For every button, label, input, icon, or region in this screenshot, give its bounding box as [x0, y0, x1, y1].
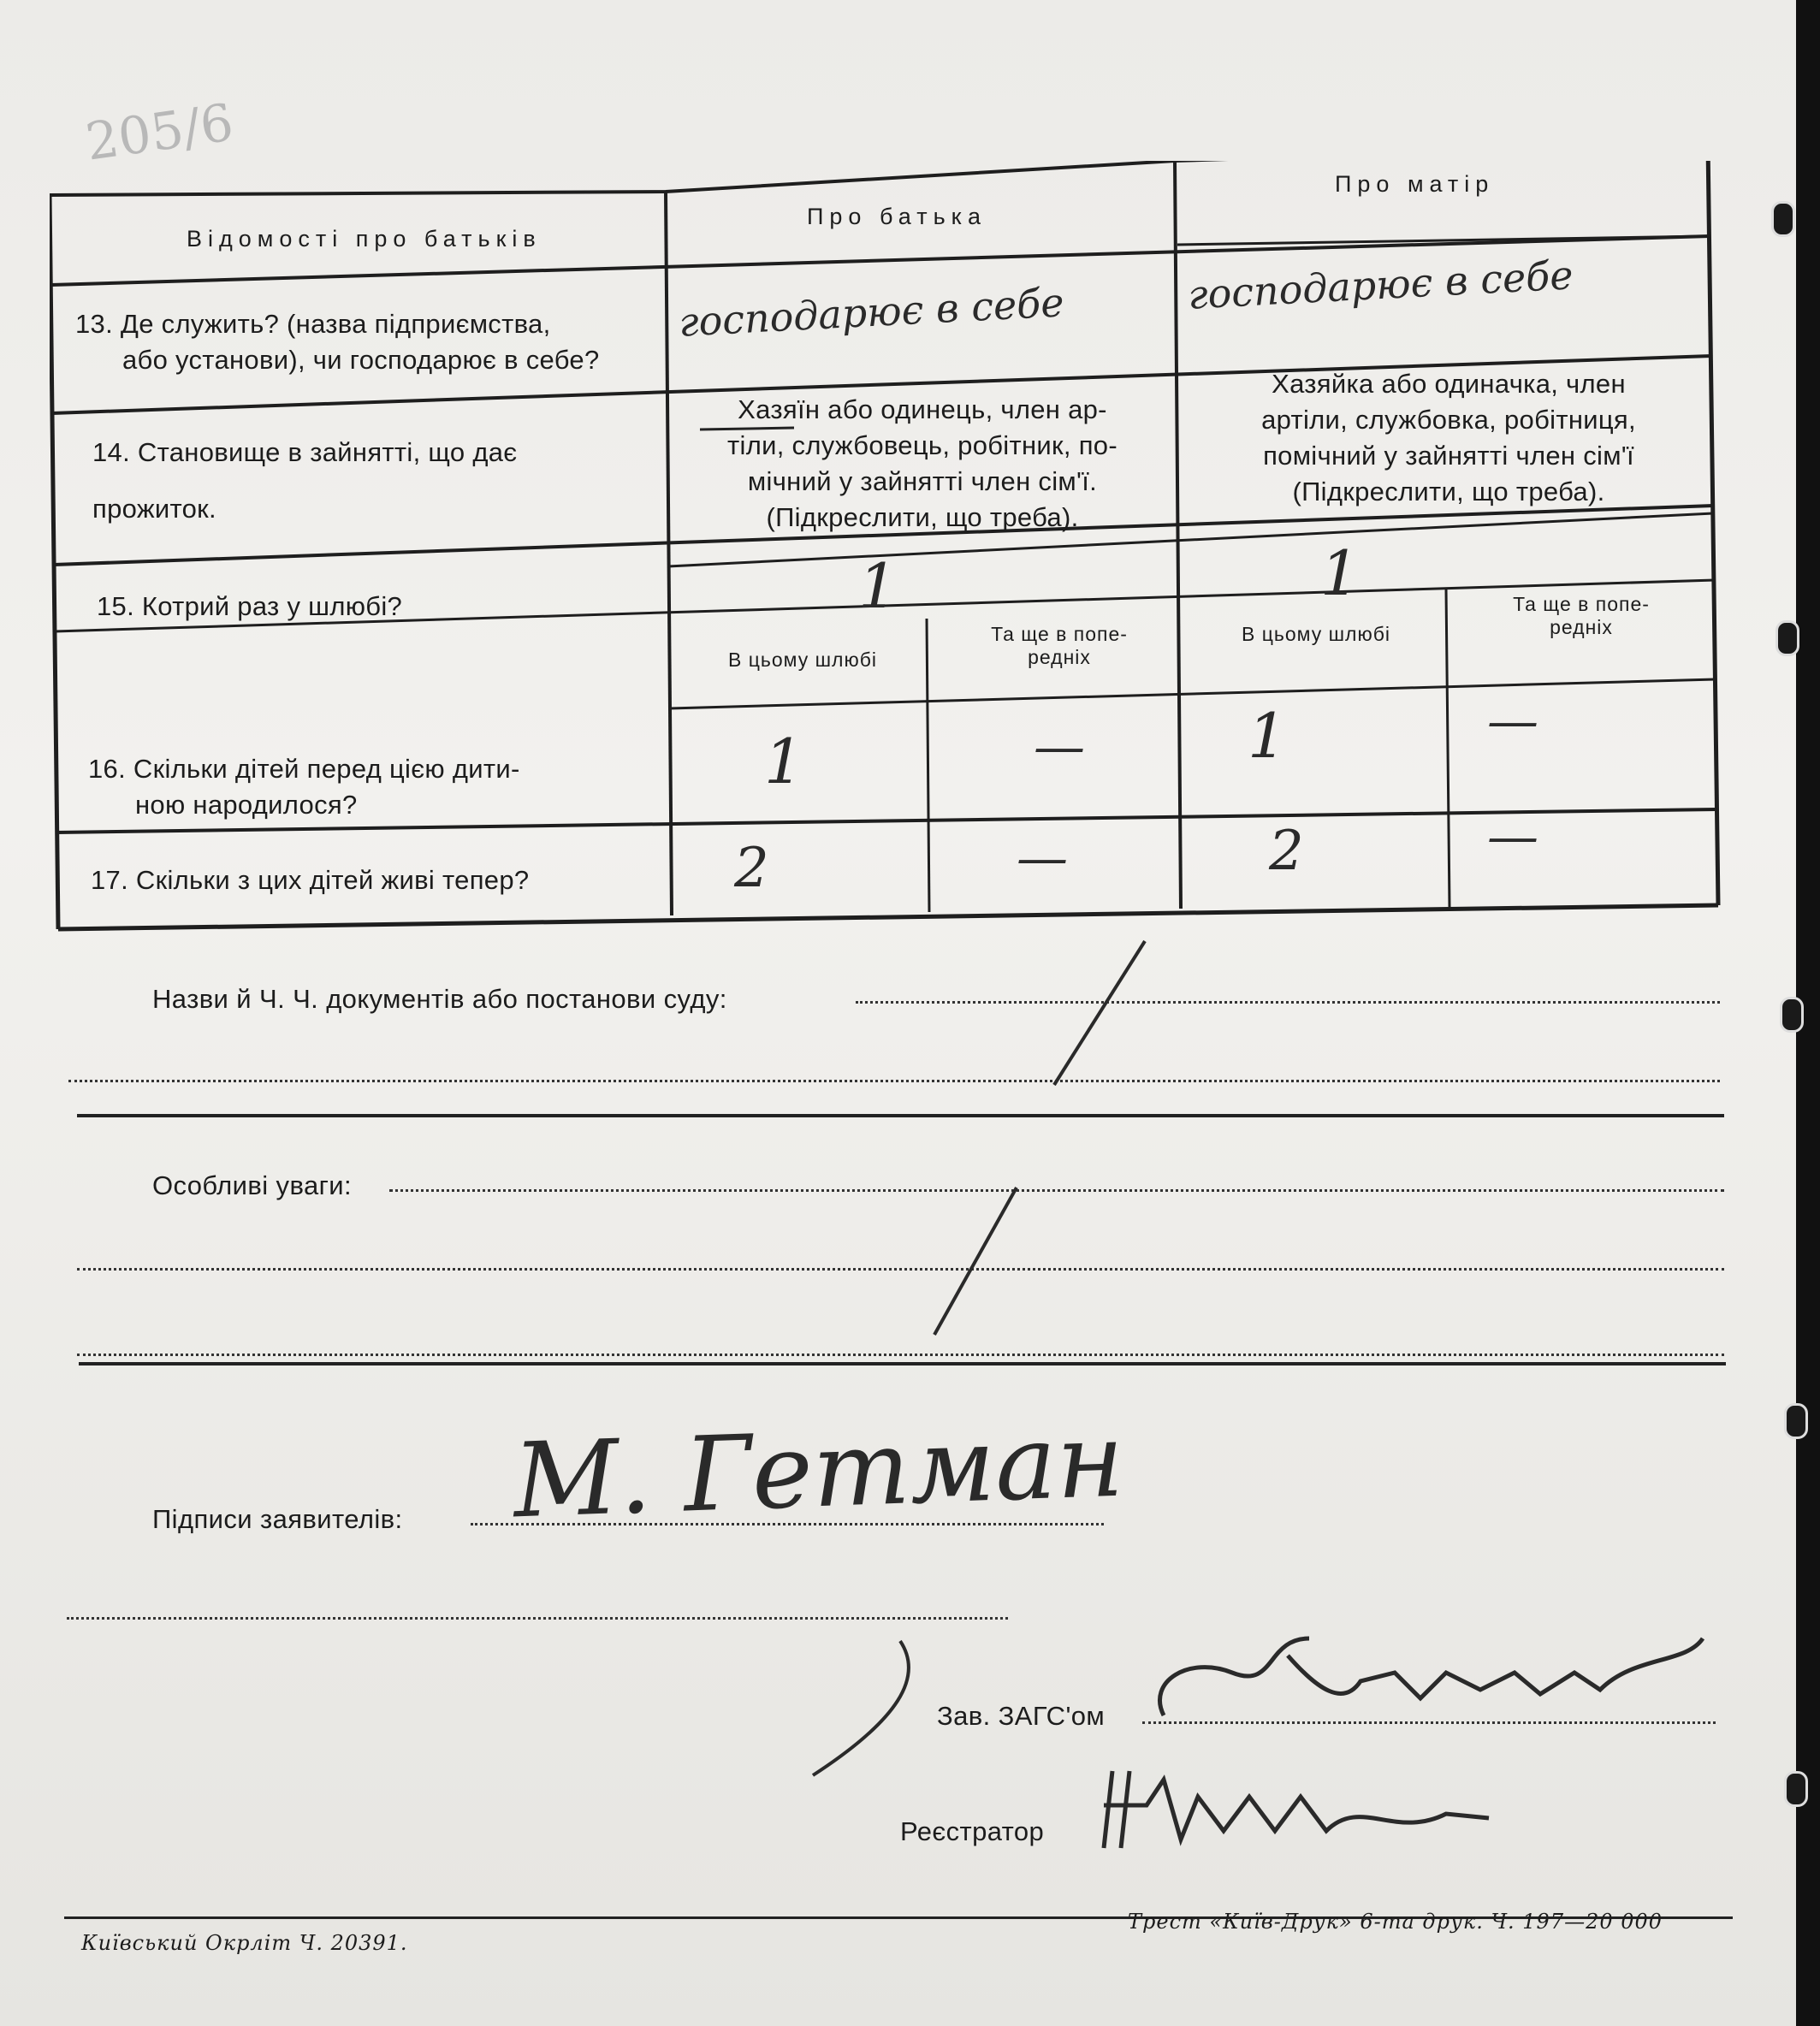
q17-mother-this-handwritten: 2 [1269, 820, 1304, 883]
q17-father-prev-handwritten: — [1017, 828, 1068, 888]
q16-mother-prev-handwritten: — [1487, 691, 1538, 751]
col-header-parents-info: Відомості про батьків [187, 226, 542, 252]
signature-line-2 [67, 1617, 1008, 1620]
applicant-signature: М. Гетман [511, 1401, 1126, 1542]
q16-mother-this-handwritten: 1 [1248, 700, 1287, 772]
head-zags-signature [1138, 1621, 1720, 1741]
father-sub-this-marriage: В цьому шлюбі [727, 649, 878, 671]
q13-father-handwritten: господарює в себе [677, 279, 1065, 346]
head-zags-label: Зав. ЗАГС'ом [937, 1701, 1106, 1731]
archive-number: 205/6 [81, 92, 237, 173]
q17-father-this-handwritten: 2 [734, 837, 769, 900]
q13-mother-handwritten: господарює в себе [1186, 252, 1574, 318]
registrar-signature [1087, 1745, 1497, 1882]
registrar-label: Реєстратор [900, 1816, 1045, 1846]
mother-sub-this-marriage: В цьому шлюбі [1241, 623, 1391, 645]
footer-left-printer: Київський Окрліт Ч. 20391. [81, 1931, 408, 1955]
footer-right-printer: Трест «Київ-Друк» 6-та друк. Ч. 197—20 000 [1128, 1910, 1663, 1934]
q15-label: 15. Котрий раз у шлюбі? [97, 591, 403, 621]
father-sub-previous: Та ще в попе- редніх [991, 623, 1128, 668]
binding-hole-4 [1784, 1403, 1808, 1439]
q17-label: 17. Скільки з цих дітей живі тепер? [91, 865, 530, 895]
col-header-mother: Про матір [1335, 171, 1495, 197]
q16-father-prev-handwritten: — [1034, 717, 1085, 777]
remarks-label: Особливі уваги: [152, 1170, 353, 1200]
col-header-father: Про батька [807, 204, 987, 229]
binding-hole-5 [1784, 1771, 1808, 1807]
signatures-label: Підписи заявителів: [152, 1504, 403, 1534]
binding-hole-2 [1776, 620, 1799, 656]
q15-father-handwritten: 1 [858, 550, 898, 622]
q17-mother-prev-handwritten: — [1487, 807, 1538, 867]
q14-label: 14. Становище в зайнятті, що дає прожиток. [92, 437, 518, 524]
binding-hole-1 [1771, 201, 1795, 237]
q14-mother-options: Хазяйка або одиначка, член артіли, службовка, робітниця, помічний у зайнятті член сім'ї (Підкреслити, що треба). [1261, 369, 1636, 506]
q16-label: 16. Скільки дітей перед цією дити- ною народилося? [88, 754, 520, 820]
q16-father-this-handwritten: 1 [764, 726, 803, 797]
q13-label: 13. Де служить? (назва підприємства, або установи), чи господарює в себе? [75, 309, 600, 375]
q14-father-options: Хазяїн або одинець, член ар- тіли, службовець, робітник, по- мічний у зайнятті член сім'ї. (Підкреслити, що треба). [727, 394, 1117, 532]
q15-mother-handwritten: 1 [1320, 537, 1360, 609]
mother-sub-previous: Та ще в попе- редніх [1513, 593, 1650, 638]
documents-label: Назви й Ч. Ч. документів або постанови суду: [152, 984, 727, 1014]
binding-hole-3 [1780, 997, 1804, 1033]
